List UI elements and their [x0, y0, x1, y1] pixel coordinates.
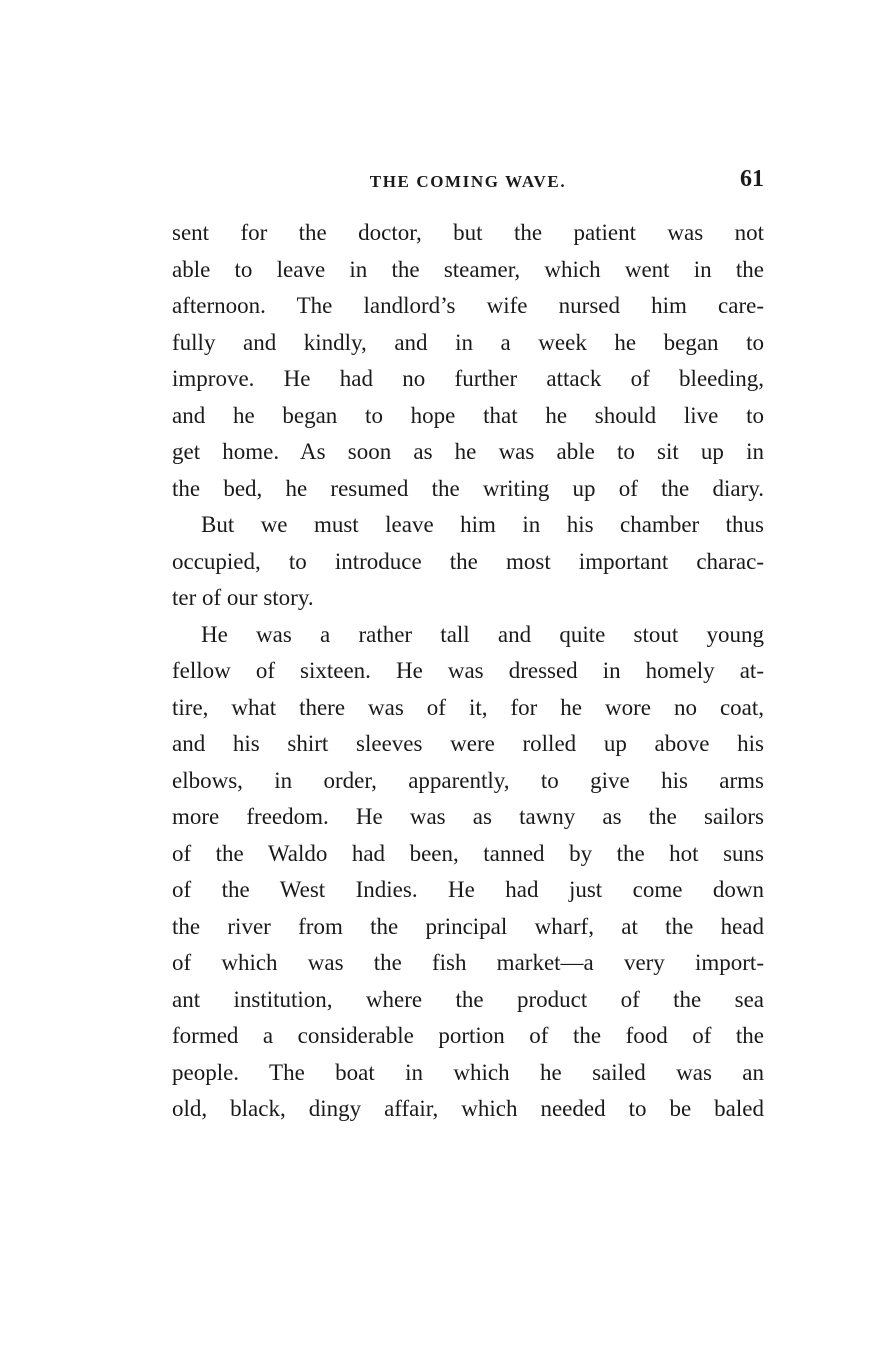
- text-line: improve. He had no further attack of bleeding,: [172, 366, 764, 391]
- text-line: the bed, he resumed the writing up of the diary.: [172, 475, 764, 501]
- running-head: [172, 166, 764, 198]
- text-line: old, black, dingy affair, which needed to be baled: [172, 1096, 764, 1121]
- running-title: THE COMING WAVE.: [369, 172, 567, 191]
- text-line: elbows, in order, apparently, to give his arms: [172, 767, 764, 793]
- text-line: afternoon. The landlord’s wife nursed him care-: [172, 293, 764, 318]
- text-line: and he began to hope that he should live to: [172, 402, 764, 428]
- text-line: get home. As soon as he was able to sit up in: [172, 439, 764, 464]
- text-line: people. The boat in which he sailed was an: [172, 1059, 764, 1085]
- text-line: But we must leave him in his chamber thus: [201, 512, 764, 537]
- text-line: of the West Indies. He had just come down: [172, 877, 764, 902]
- text-line: ter of our story.: [172, 585, 314, 610]
- text-line: of which was the fish market—a very import-: [172, 950, 764, 975]
- text-line: and his shirt sleeves were rolled up above his: [172, 731, 764, 756]
- page-number: 61: [740, 166, 764, 192]
- text-line: sent for the doctor, but the patient was not: [172, 220, 764, 245]
- text-line: fully and kindly, and in a week he began to: [172, 329, 764, 355]
- text-line: fellow of sixteen. He was dressed in homely at-: [172, 658, 764, 683]
- text-line: He was a rather tall and quite stout young: [201, 621, 764, 647]
- text-line: able to leave in the steamer, which went in the: [172, 256, 764, 282]
- text-line: more freedom. He was as tawny as the sailors: [172, 804, 764, 829]
- text-line: ant institution, where the product of the sea: [172, 986, 764, 1012]
- text-line: the river from the principal wharf, at the head: [172, 913, 764, 939]
- text-line: occupied, to introduce the most important charac-: [172, 548, 764, 574]
- paragraph-3: [172, 620, 764, 1131]
- text-line: tire, what there was of it, for he wore no coat,: [172, 694, 764, 720]
- body-text: [172, 218, 764, 1131]
- paragraph-1: [172, 218, 764, 510]
- paragraph-2: [172, 510, 764, 620]
- text-line: of the Waldo had been, tanned by the hot suns: [172, 840, 764, 866]
- text-line: formed a considerable portion of the food of the: [172, 1023, 764, 1048]
